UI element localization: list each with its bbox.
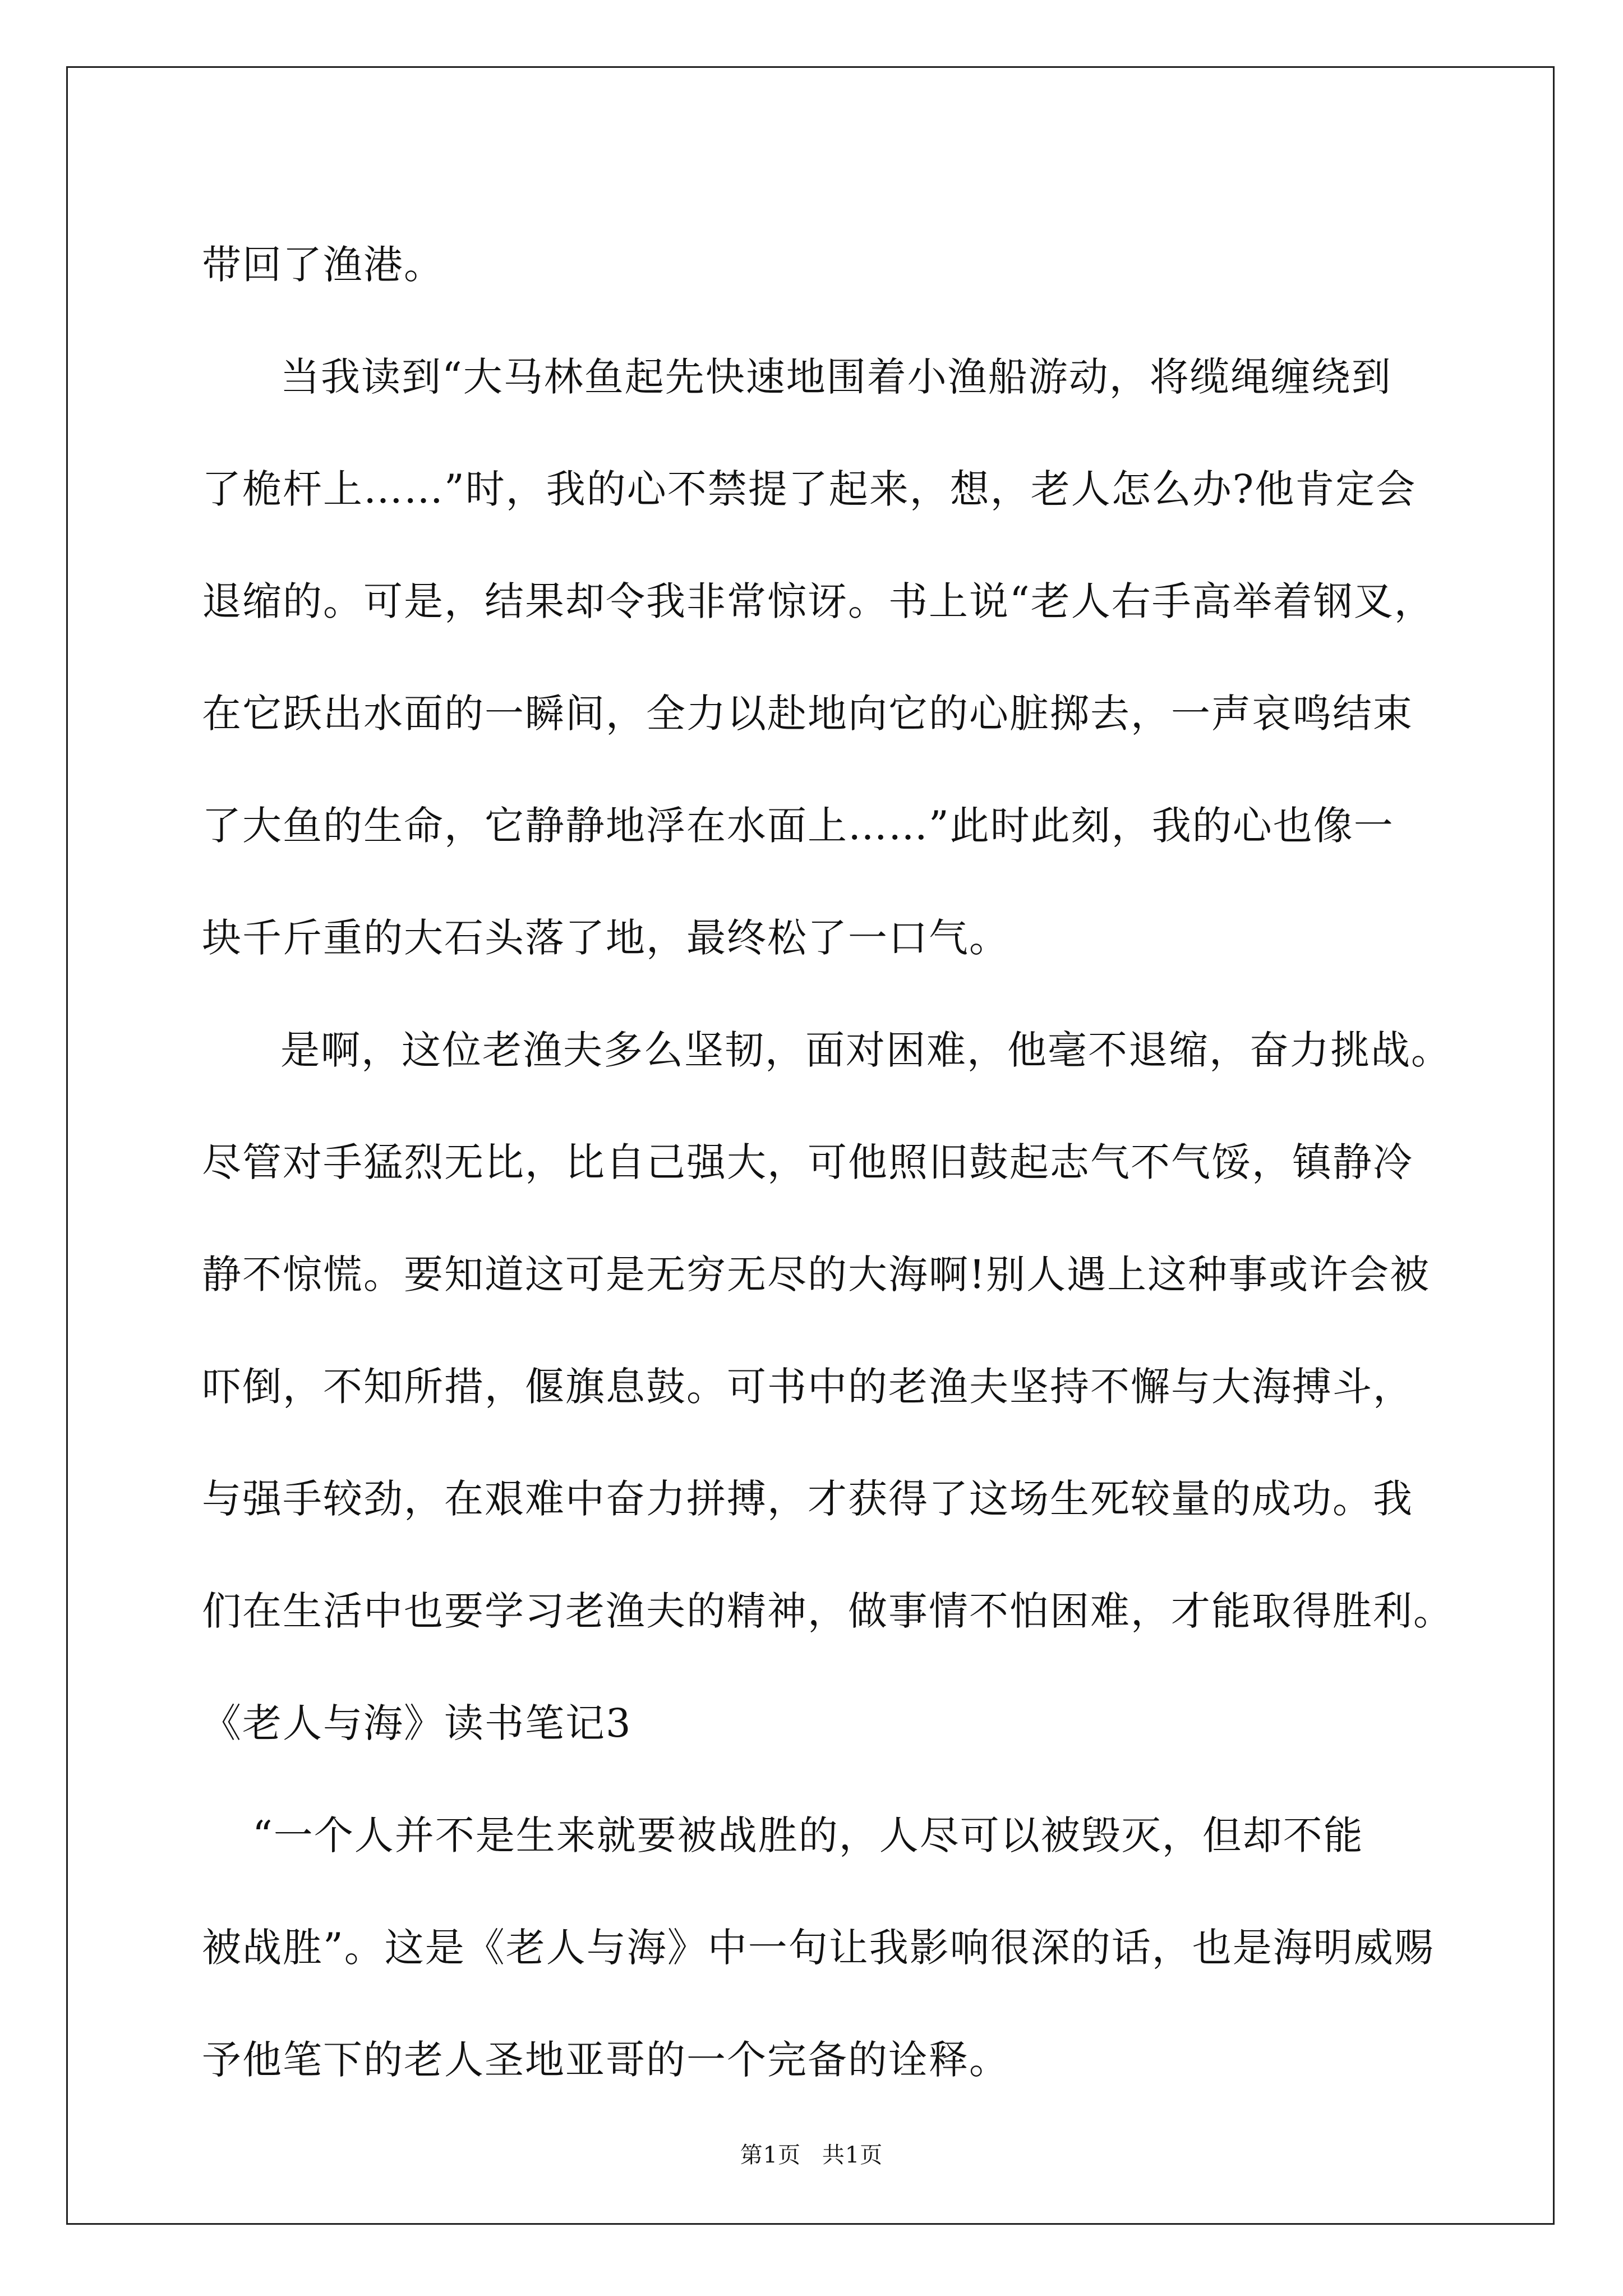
text-line: 们在生活中也要学习老渔夫的精神，做事情不怕困难，才能取得胜利。 <box>202 1588 1454 1634</box>
page-footer <box>0 2137 1623 2169</box>
text-line: “一个人并不是生来就要被战胜的，人尽可以被毁灭，但却不能 <box>252 1812 1364 1858</box>
page-number-total: 共1页 <box>822 2142 883 2168</box>
document-body <box>202 209 1454 2116</box>
text-line: 吓倒，不知所措，偃旗息鼓。可书中的老渔夫坚持不懈与大海搏斗， <box>202 1364 1413 1410</box>
section-heading: 《老人与海》读书笔记3 <box>202 1700 632 1746</box>
text-line: 带回了渔港。 <box>202 242 444 288</box>
page-number-current: 第1页 <box>740 2142 801 2168</box>
text-line: 了桅杆上……”时，我的心不禁提了起来，想，老人怎么办?他肯定会 <box>202 466 1417 512</box>
text-line: 静不惊慌。要知道这可是无穷无尽的大海啊!别人遇上这种事或许会被 <box>202 1251 1431 1297</box>
text-line: 块千斤重的大石头落了地，最终松了一口气。 <box>202 915 1009 961</box>
text-line: 是啊，这位老渔夫多么坚韧，面对困难，他毫不退缩，奋力挑战。 <box>280 1027 1451 1073</box>
text-line: 与强手较劲，在艰难中奋力拼搏，才获得了这场生死较量的成功。我 <box>202 1476 1413 1522</box>
text-line: 在它跃出水面的一瞬间，全力以赴地向它的心脏掷去，一声哀鸣结束 <box>202 691 1413 737</box>
text-line: 退缩的。可是，结果却令我非常惊讶。书上说“老人右手高举着钢叉， <box>202 578 1435 624</box>
text-line: 当我读到“大马林鱼起先快速地围着小渔船游动，将缆绳缠绕到 <box>280 354 1392 400</box>
text-line: 被战胜”。这是《老人与海》中一句让我影响很深的话，也是海明威赐 <box>202 1925 1435 1971</box>
text-line: 了大鱼的生命，它静静地浮在水面上……”此时此刻，我的心也像一 <box>202 803 1394 849</box>
text-line: 尽管对手猛烈无比，比自己强大，可他照旧鼓起志气不气馁，镇静冷 <box>202 1139 1413 1185</box>
text-line: 予他笔下的老人圣地亚哥的一个完备的诠释。 <box>202 2037 1009 2083</box>
